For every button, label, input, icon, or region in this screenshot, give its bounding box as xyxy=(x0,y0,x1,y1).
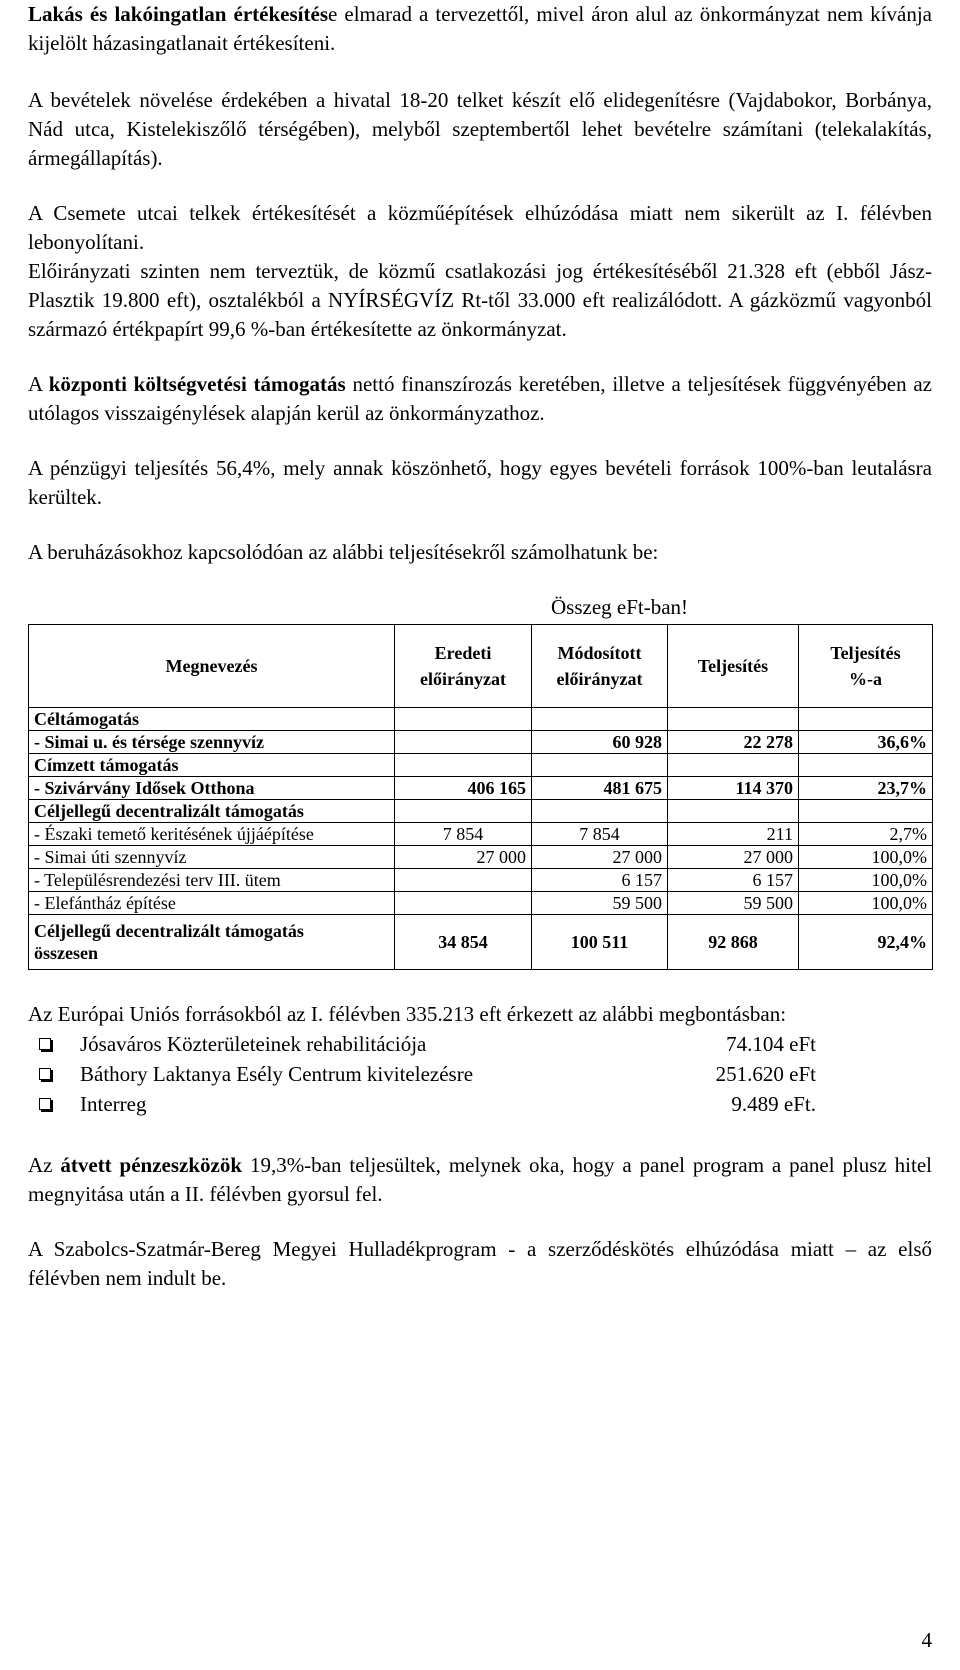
checkbox-bullet-icon xyxy=(39,1068,51,1080)
bold-housing-sales: Lakás és lakóingatlan értékesítés xyxy=(28,2,328,26)
checkbox-bullet-icon xyxy=(39,1098,51,1110)
header-original: Eredeti előirányzat xyxy=(395,625,532,708)
paragraph-transferred-funds: Az átvett pénzeszközök 19,3%-ban teljesültek, melynek oka, hogy a panel program a panel plusz hitel megnyitása után a II. félévben gyorsul fel. xyxy=(28,1153,932,1206)
table-row: - Településrendezési terv III. ütem 6 157 6 157 100,0% xyxy=(29,869,933,892)
paragraph-financial-performance: A pénzügyi teljesítés 56,4%, mely annak köszönhető, hogy egyes bevételi források 100%-ban leutalásra kerültek. xyxy=(28,456,932,509)
header-modified: Módosított előirányzat xyxy=(532,625,668,708)
paragraph-investments-intro: A beruházásokhoz kapcsolódóan az alábbi teljesítésekről számolhatunk be: xyxy=(28,540,659,564)
page-number: 4 xyxy=(921,1628,932,1652)
paragraph-plot-preparation: A bevételek növelése érdekében a hivatal 18-20 telket készít elő elidegenítésre (Vajdabokor, Borbánya, Nád utca, Kistelekiszőlő térségében), melyből szeptembertől lehet bevételre számítani (telekalakítás, ármegállapítás). xyxy=(28,88,932,170)
bold-transferred-funds: átvett pénzeszközök xyxy=(60,1153,243,1177)
checkbox-bullet-icon xyxy=(39,1038,51,1050)
table-row: - Simai úti szennyvíz 27 000 27 000 27 000 100,0% xyxy=(29,846,933,869)
bold-central-support: központi költségvetési támogatás xyxy=(48,372,346,396)
paragraph-waste-program: A Szabolcs-Szatmár-Bereg Megyei Hulladékprogram - a szerződéskötés elhúzódása miatt – az első félévben nem indult be. xyxy=(28,1237,932,1290)
table-header-row xyxy=(29,625,933,708)
table-row: - Simai u. és térsége szennyvíz 60 928 22 278 36,6% xyxy=(29,731,933,754)
investment-table xyxy=(28,624,933,970)
list-item: Interreg 9.489 eFt. xyxy=(28,1089,932,1119)
paragraph-csemete-street: A Csemete utcai telkek értékesítését a közműépítések elhúzódása miatt nem sikerült az I. félévben lebonyolítani. xyxy=(28,201,932,254)
paragraph-housing-sales: Lakás és lakóingatlan értékesítése elmarad a tervezettől, mivel áron alul az önkormányzat nem kívánja kijelölt házasingatlanait értékesíteni. xyxy=(28,2,932,55)
eu-funds-list xyxy=(28,1029,932,1119)
table-row: Címzett támogatás xyxy=(29,754,933,777)
table-row: - Elefántház építése 59 500 59 500 100,0% xyxy=(29,892,933,915)
table-row: - Északi temető keritésének újjáépítése 7 854 7 854 211 2,7% xyxy=(29,823,933,846)
paragraph-utility-rights: Előirányzati szinten nem terveztük, de közmű csatlakozási jog értékesítéséből 21.328 eft (ebből Jász-Plasztik 19.800 eft), osztalékból a NYÍRSÉGVÍZ Rt-től 33.000 eft realizálódott. A gázközmű vagyonból származó értékpapírt 99,6 %-ban értékesítette az önkormányzat. xyxy=(28,259,932,341)
header-name: Megnevezés xyxy=(29,625,395,708)
header-performance-pct: Teljesítés %-a xyxy=(799,625,933,708)
document-page xyxy=(28,0,932,1293)
table-total-row: Céljellegű decentralizált támogatás összesen 34 854 100 511 92 868 92,4% xyxy=(29,915,933,970)
table-row: - Szivárvány Idősek Otthona 406 165 481 675 114 370 23,7% xyxy=(29,777,933,800)
list-item: Jósaváros Közterületeinek rehabilitációja 74.104 eFt xyxy=(28,1029,932,1059)
table-row: Céljellegű decentralizált támogatás xyxy=(29,800,933,823)
paragraph-eu-funds: Az Európai Uniós forrásokból az I. félévben 335.213 eft érkezett az alábbi megbontásban: xyxy=(28,1002,787,1026)
header-performance: Teljesítés xyxy=(668,625,799,708)
paragraph-central-support: A központi költségvetési támogatás nettó finanszírozás keretében, illetve a teljesítések függvényében az utólagos visszaigénylések alapján kerül az önkormányzathoz. xyxy=(28,372,932,425)
table-unit-note: Összeg eFt-ban! xyxy=(551,595,689,619)
list-item: Báthory Laktanya Esély Centrum kivitelezésre 251.620 eFt xyxy=(28,1059,932,1089)
table-row: Céltámogatás xyxy=(29,708,933,731)
